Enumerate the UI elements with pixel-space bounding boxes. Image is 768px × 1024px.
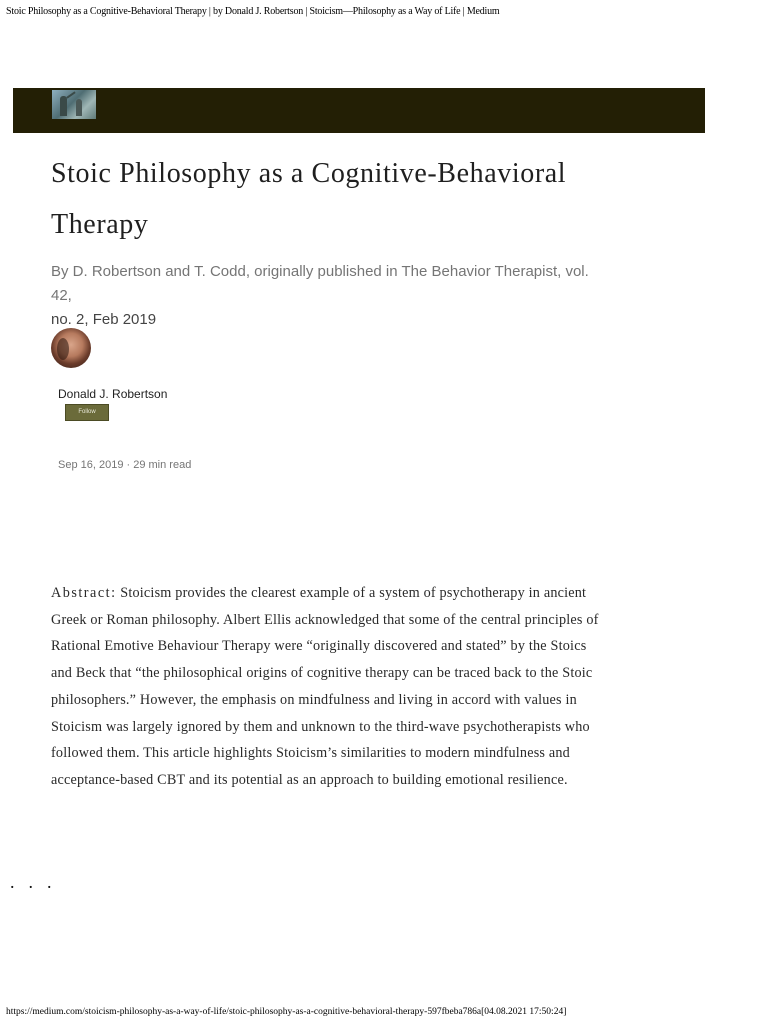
abstract-label: Abstract: (51, 585, 117, 601)
subtitle-tail: no. 2, Feb 2019 (51, 311, 157, 328)
abstract-paragraph (51, 580, 611, 794)
article-meta: Sep 16, 2019 · 29 min read (58, 459, 192, 471)
subtitle-main: By D. Robertson and T. Codd, originally published in The Behavior Therapist, vol. 42, (51, 263, 589, 304)
article-subtitle (51, 260, 611, 332)
follow-button[interactable]: Follow (65, 404, 109, 421)
statue-figure-shape (60, 96, 67, 116)
author-avatar[interactable] (51, 328, 91, 368)
statue-arm-shape (66, 91, 75, 98)
print-header: Stoic Philosophy as a Cognitive-Behavioral Therapy | by Donald J. Robertson | Stoicism—Philosophy as a Way of Life | Medium (6, 6, 500, 17)
author-name-link[interactable]: Donald J. Robertson (58, 387, 168, 401)
print-footer-url: https://medium.com/stoicism-philosophy-as-a-way-of-life/stoic-philosophy-as-a-cognitive-behavioral-therapy-597fbeba786a[04.08.2021 17:50:24] (6, 1007, 567, 1017)
avatar-shading (57, 338, 69, 360)
statue-figure-shape (76, 99, 82, 116)
abstract-text: Stoicism provides the clearest example of a system of psychotherapy in ancient Greek or Roman philosophy. Albert Ellis acknowledged that some of the central principles of Rational Emotive Behaviour Therapy were “originally discovered and stated” by the Stoics and Beck that “the philosophical origins of cognitive therapy can be traced back to the Stoic philosophers.” However, the emphasis on mindfulness and living in accord with values in Stoicism was largely ignored by them and unknown to the third-wave psychotherapists who followed them. This article highlights Stoicism’s similarities to modern mindfulness and acceptance-based CBT and its potential as an approach to building emotional resilience. (51, 585, 599, 788)
section-divider: ... (10, 872, 66, 892)
article-title: Stoic Philosophy as a Cognitive-Behavioral Therapy (51, 158, 567, 240)
publication-logo-icon[interactable] (52, 90, 96, 119)
publication-header-bar (13, 88, 705, 133)
